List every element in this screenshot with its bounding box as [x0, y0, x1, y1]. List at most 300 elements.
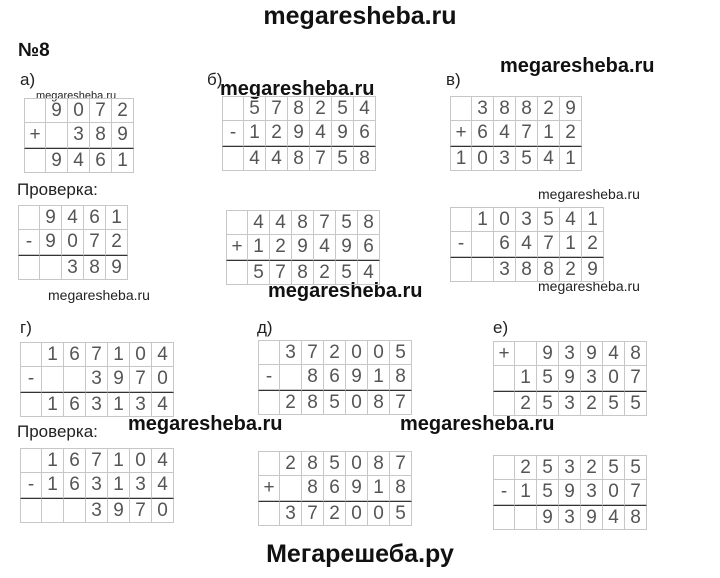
watermark: megaresheba.ru	[268, 280, 423, 302]
digit-cell: 2	[515, 391, 537, 416]
digit-cell	[18, 255, 40, 280]
grid-row	[222, 146, 376, 171]
digit-cell	[493, 391, 515, 416]
digit-cell: 6	[494, 232, 516, 257]
digit-cell: 8	[292, 210, 314, 235]
digit-cell: 9	[292, 235, 314, 260]
digit-cell: 1	[108, 473, 130, 498]
problem-g-main-grid	[20, 342, 174, 417]
digit-cell: 5	[390, 340, 412, 365]
digit-cell: 2	[581, 391, 603, 416]
grid-row	[20, 392, 174, 417]
digit-cell: 7	[516, 121, 538, 146]
digit-cell: 6	[64, 473, 86, 498]
digit-cell: 3	[280, 340, 302, 365]
digit-cell: 0	[68, 98, 90, 123]
digit-cell: 6	[472, 121, 494, 146]
digit-cell: 4	[314, 235, 336, 260]
problem-label-v: в)	[446, 70, 461, 89]
digit-cell: 9	[40, 205, 62, 230]
digit-cell: 7	[84, 230, 106, 255]
digit-cell: 9	[559, 480, 581, 505]
digit-cell: 2	[560, 257, 582, 282]
watermark: megaresheba.ru	[48, 287, 150, 303]
check-label-top: Проверка:	[17, 180, 98, 199]
digit-cell: 9	[40, 230, 62, 255]
digit-cell: 8	[368, 390, 390, 415]
grid-row	[450, 232, 604, 257]
digit-cell: 9	[537, 341, 559, 366]
problem-label-d: д)	[257, 318, 273, 337]
digit-cell: 0	[62, 230, 84, 255]
grid-row	[258, 476, 412, 501]
digit-cell: 4	[358, 260, 380, 285]
digit-cell: 8	[288, 96, 310, 121]
digit-cell: 1	[42, 448, 64, 473]
problem-e-main-grid	[493, 341, 647, 416]
operator-cell: -	[222, 121, 244, 146]
problem-a-main-grid	[24, 98, 134, 173]
digit-cell: 3	[516, 207, 538, 232]
digit-cell: 9	[560, 96, 582, 121]
digit-cell	[515, 505, 537, 530]
digit-cell: 1	[108, 392, 130, 417]
digit-cell	[40, 255, 62, 280]
grid-row	[18, 205, 128, 230]
watermark: megaresheba.ru	[128, 413, 283, 435]
digit-cell: 1	[368, 365, 390, 390]
digit-cell: 3	[581, 480, 603, 505]
grid-row	[450, 96, 582, 121]
digit-cell: 5	[537, 480, 559, 505]
problem-g-check-grid	[20, 448, 174, 523]
watermark: megaresheba.ru	[500, 55, 655, 77]
digit-cell: 7	[86, 448, 108, 473]
grid-row	[24, 123, 134, 148]
digit-cell: 5	[336, 260, 358, 285]
digit-cell	[258, 390, 280, 415]
digit-cell: 2	[106, 230, 128, 255]
digit-cell: 9	[582, 257, 604, 282]
digit-cell: 6	[64, 448, 86, 473]
digit-cell: 9	[581, 505, 603, 530]
digit-cell: 9	[112, 123, 134, 148]
digit-cell: 8	[84, 255, 106, 280]
digit-cell	[20, 448, 42, 473]
digit-cell: 5	[603, 391, 625, 416]
digit-cell: 5	[336, 210, 358, 235]
digit-cell: 9	[336, 235, 358, 260]
problem-b-main-grid	[222, 96, 376, 171]
digit-cell: 4	[152, 448, 174, 473]
digit-cell: 8	[358, 210, 380, 235]
digit-cell: 4	[68, 148, 90, 173]
digit-cell	[258, 451, 280, 476]
grid-row	[20, 498, 174, 523]
digit-cell: 3	[559, 505, 581, 530]
digit-cell: 5	[332, 96, 354, 121]
digit-cell: 3	[472, 96, 494, 121]
digit-cell: 2	[280, 390, 302, 415]
digit-cell: 4	[603, 341, 625, 366]
digit-cell: 0	[130, 448, 152, 473]
digit-cell: 5	[603, 455, 625, 480]
digit-cell: 7	[625, 480, 647, 505]
digit-cell: 3	[581, 366, 603, 391]
digit-cell: 3	[86, 367, 108, 392]
digit-cell: 9	[332, 121, 354, 146]
grid-row	[258, 501, 412, 526]
digit-cell: 7	[266, 96, 288, 121]
digit-cell: 5	[537, 391, 559, 416]
digit-cell: 4	[310, 121, 332, 146]
digit-cell: 1	[248, 235, 270, 260]
digit-cell: 5	[390, 501, 412, 526]
digit-cell: 7	[538, 232, 560, 257]
digit-cell: 7	[625, 366, 647, 391]
digit-cell: 0	[152, 367, 174, 392]
digit-cell: 0	[346, 340, 368, 365]
digit-cell	[226, 210, 248, 235]
problem-a-check-grid	[18, 205, 128, 280]
watermark: megaresheba.ru	[538, 186, 640, 202]
digit-cell	[450, 207, 472, 232]
digit-cell: 2	[270, 235, 292, 260]
task-number: №8	[18, 40, 50, 61]
digit-cell: 3	[280, 501, 302, 526]
digit-cell	[258, 501, 280, 526]
digit-cell: 8	[288, 146, 310, 171]
grid-row	[20, 448, 174, 473]
digit-cell: 7	[130, 498, 152, 523]
digit-cell: 8	[625, 505, 647, 530]
digit-cell: 9	[346, 476, 368, 501]
problem-label-g: г)	[20, 318, 32, 337]
digit-cell: 8	[302, 365, 324, 390]
digit-cell: 7	[390, 390, 412, 415]
digit-cell: 6	[84, 205, 106, 230]
digit-cell: 2	[581, 455, 603, 480]
digit-cell: 4	[516, 232, 538, 257]
digit-cell	[280, 365, 302, 390]
digit-cell	[24, 98, 46, 123]
digit-cell	[20, 392, 42, 417]
digit-cell	[24, 148, 46, 173]
digit-cell: 8	[302, 390, 324, 415]
digit-cell: 5	[537, 455, 559, 480]
digit-cell	[222, 146, 244, 171]
grid-row	[18, 255, 128, 280]
digit-cell: 1	[244, 121, 266, 146]
digit-cell: 3	[62, 255, 84, 280]
grid-row	[493, 366, 647, 391]
digit-cell: 1	[515, 366, 537, 391]
digit-cell: 1	[515, 480, 537, 505]
problem-d-check-grid	[258, 451, 412, 526]
digit-cell: 6	[64, 392, 86, 417]
digit-cell: 9	[288, 121, 310, 146]
grid-row	[222, 121, 376, 146]
problem-b-check-grid	[226, 210, 380, 285]
digit-cell: 0	[368, 501, 390, 526]
digit-cell: 5	[538, 207, 560, 232]
digit-cell: 4	[152, 392, 174, 417]
digit-cell: 2	[112, 98, 134, 123]
problem-e-check-grid	[493, 455, 647, 530]
digit-cell: 8	[302, 451, 324, 476]
digit-cell: 4	[244, 146, 266, 171]
digit-cell: 1	[450, 146, 472, 171]
digit-cell: 2	[582, 232, 604, 257]
digit-cell: 3	[559, 341, 581, 366]
problem-label-e: е)	[493, 318, 509, 337]
digit-cell: 2	[314, 260, 336, 285]
grid-row	[258, 390, 412, 415]
grid-row	[258, 365, 412, 390]
grid-row	[222, 96, 376, 121]
digit-cell: 1	[106, 205, 128, 230]
operator-cell: -	[258, 365, 280, 390]
digit-cell	[258, 340, 280, 365]
watermark: megaresheba.ru	[220, 78, 375, 100]
digit-cell: 4	[152, 473, 174, 498]
digit-cell: 7	[302, 340, 324, 365]
digit-cell: 7	[90, 98, 112, 123]
problem-label-a: а)	[20, 70, 36, 89]
digit-cell: 9	[106, 255, 128, 280]
grid-row	[20, 367, 174, 392]
digit-cell: 9	[559, 366, 581, 391]
grid-row	[450, 257, 604, 282]
grid-row	[493, 341, 647, 366]
grid-row	[20, 473, 174, 498]
grid-row	[493, 391, 647, 416]
digit-cell: 5	[248, 260, 270, 285]
grid-row	[493, 505, 647, 530]
digit-cell: 3	[68, 123, 90, 148]
digit-cell: 9	[581, 341, 603, 366]
digit-cell: 2	[324, 340, 346, 365]
digit-cell	[493, 366, 515, 391]
digit-cell: 6	[324, 476, 346, 501]
digit-cell: 6	[358, 235, 380, 260]
digit-cell: 0	[472, 146, 494, 171]
digit-cell: 1	[108, 448, 130, 473]
digit-cell: 7	[390, 451, 412, 476]
digit-cell	[515, 341, 537, 366]
digit-cell: 2	[266, 121, 288, 146]
digit-cell: 3	[559, 455, 581, 480]
digit-cell: 6	[354, 121, 376, 146]
digit-cell	[222, 96, 244, 121]
digit-cell: 8	[390, 476, 412, 501]
digit-cell: 1	[582, 207, 604, 232]
digit-cell: 1	[560, 146, 582, 171]
digit-cell	[20, 342, 42, 367]
digit-cell: 8	[516, 257, 538, 282]
digit-cell: 7	[302, 501, 324, 526]
operator-cell: +	[493, 341, 515, 366]
digit-cell: 8	[292, 260, 314, 285]
digit-cell: 7	[314, 210, 336, 235]
digit-cell: 3	[130, 392, 152, 417]
digit-cell: 0	[603, 480, 625, 505]
check-label-bottom: Проверка:	[17, 422, 98, 441]
grid-row	[226, 260, 380, 285]
digit-cell: 3	[494, 146, 516, 171]
digit-cell: 4	[494, 121, 516, 146]
digit-cell	[64, 498, 86, 523]
watermark: megaresheba.ru	[400, 413, 555, 435]
grid-row	[226, 210, 380, 235]
digit-cell: 9	[46, 98, 68, 123]
digit-cell: 0	[494, 207, 516, 232]
operator-cell: +	[450, 121, 472, 146]
site-title-footer: Мегарешеба.ру	[266, 540, 454, 568]
digit-cell: 8	[90, 123, 112, 148]
digit-cell: 8	[538, 257, 560, 282]
digit-cell: 4	[266, 146, 288, 171]
grid-row	[24, 148, 134, 173]
operator-cell: -	[450, 232, 472, 257]
grid-row	[493, 455, 647, 480]
digit-cell	[472, 257, 494, 282]
digit-cell: 1	[42, 392, 64, 417]
digit-cell: 1	[42, 342, 64, 367]
digit-cell: 8	[302, 476, 324, 501]
grid-row	[226, 235, 380, 260]
digit-cell: 0	[346, 390, 368, 415]
digit-cell: 4	[560, 207, 582, 232]
problem-v-main-grid	[450, 96, 582, 171]
digit-cell	[493, 455, 515, 480]
operator-cell: -	[18, 230, 40, 255]
digit-cell: 7	[270, 260, 292, 285]
digit-cell: 0	[346, 451, 368, 476]
digit-cell: 8	[516, 96, 538, 121]
problem-label-b: б)	[207, 70, 223, 89]
problem-v-check-grid	[450, 207, 604, 282]
digit-cell: 8	[368, 451, 390, 476]
digit-cell: 1	[538, 121, 560, 146]
digit-cell	[42, 367, 64, 392]
digit-cell: 4	[270, 210, 292, 235]
digit-cell: 9	[108, 367, 130, 392]
digit-cell	[280, 476, 302, 501]
grid-row	[20, 342, 174, 367]
digit-cell: 9	[108, 498, 130, 523]
digit-cell: 4	[354, 96, 376, 121]
digit-cell: 8	[494, 96, 516, 121]
digit-cell	[226, 260, 248, 285]
digit-cell: 9	[46, 148, 68, 173]
digit-cell	[42, 498, 64, 523]
digit-cell: 0	[368, 340, 390, 365]
operator-cell: +	[258, 476, 280, 501]
digit-cell: 5	[244, 96, 266, 121]
digit-cell: 1	[560, 232, 582, 257]
digit-cell: 7	[130, 367, 152, 392]
operator-cell: +	[226, 235, 248, 260]
grid-row	[24, 98, 134, 123]
digit-cell: 8	[354, 146, 376, 171]
digit-cell	[472, 232, 494, 257]
digit-cell	[46, 123, 68, 148]
digit-cell: 4	[152, 342, 174, 367]
digit-cell	[450, 96, 472, 121]
grid-row	[18, 230, 128, 255]
digit-cell: 4	[603, 505, 625, 530]
digit-cell: 1	[108, 342, 130, 367]
digit-cell: 3	[86, 392, 108, 417]
digit-cell: 1	[368, 476, 390, 501]
watermark: megaresheba.ru	[538, 278, 640, 294]
digit-cell: 7	[310, 146, 332, 171]
digit-cell: 5	[625, 391, 647, 416]
site-title-header: megaresheba.ru	[263, 2, 457, 30]
digit-cell: 3	[86, 473, 108, 498]
digit-cell: 0	[152, 498, 174, 523]
digit-cell: 2	[280, 451, 302, 476]
operator-cell: +	[24, 123, 46, 148]
grid-row	[450, 121, 582, 146]
digit-cell: 3	[559, 391, 581, 416]
digit-cell: 2	[538, 96, 560, 121]
digit-cell	[20, 498, 42, 523]
digit-cell: 2	[324, 501, 346, 526]
digit-cell: 2	[310, 96, 332, 121]
grid-row	[450, 207, 604, 232]
digit-cell	[64, 367, 86, 392]
digit-cell: 3	[494, 257, 516, 282]
operator-cell: -	[20, 473, 42, 498]
digit-cell: 1	[112, 148, 134, 173]
digit-cell: 9	[537, 505, 559, 530]
operator-cell: -	[20, 367, 42, 392]
problem-d-main-grid	[258, 340, 412, 415]
digit-cell: 9	[346, 365, 368, 390]
digit-cell: 5	[537, 366, 559, 391]
digit-cell: 6	[90, 148, 112, 173]
digit-cell: 5	[324, 390, 346, 415]
digit-cell: 0	[603, 366, 625, 391]
digit-cell: 6	[324, 365, 346, 390]
digit-cell	[18, 205, 40, 230]
digit-cell: 5	[324, 451, 346, 476]
grid-row	[258, 340, 412, 365]
digit-cell: 6	[64, 342, 86, 367]
digit-cell: 4	[62, 205, 84, 230]
grid-row	[450, 146, 582, 171]
digit-cell: 2	[560, 121, 582, 146]
digit-cell: 3	[130, 473, 152, 498]
digit-cell	[493, 505, 515, 530]
operator-cell: -	[493, 480, 515, 505]
digit-cell: 0	[130, 342, 152, 367]
digit-cell: 5	[516, 146, 538, 171]
digit-cell: 1	[42, 473, 64, 498]
digit-cell: 0	[346, 501, 368, 526]
digit-cell: 2	[515, 455, 537, 480]
digit-cell: 8	[390, 365, 412, 390]
digit-cell: 4	[538, 146, 560, 171]
digit-cell: 1	[472, 207, 494, 232]
digit-cell	[450, 257, 472, 282]
digit-cell: 5	[625, 455, 647, 480]
digit-cell: 5	[332, 146, 354, 171]
digit-cell: 4	[248, 210, 270, 235]
digit-cell: 8	[625, 341, 647, 366]
